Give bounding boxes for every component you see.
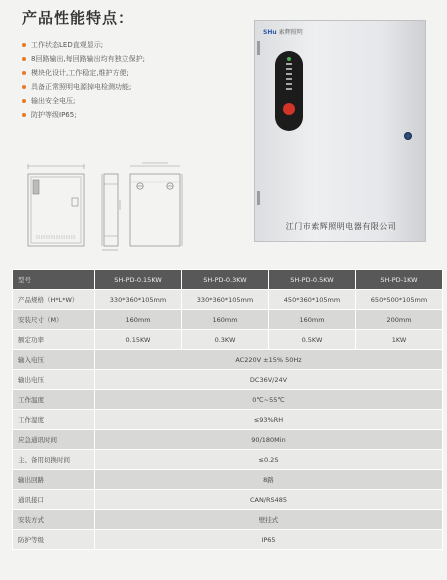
back-view-drawing (130, 163, 182, 246)
table-cell: IP65 (95, 530, 443, 550)
row-label: 安装方式 (13, 510, 95, 530)
hinge-icon (257, 41, 260, 55)
feature-text: 防护等级IP65; (31, 110, 77, 119)
bullet-icon (22, 43, 26, 47)
row-label: 输出电压 (13, 370, 95, 390)
indicator-panel (275, 51, 303, 131)
table-cell: 650*500*105mm (356, 290, 443, 310)
table-row (13, 410, 443, 430)
table-header-cell: 型号 (13, 270, 95, 290)
table-row (13, 490, 443, 510)
row-label: 主、备用切换时间 (13, 450, 95, 470)
front-view-drawing (28, 164, 84, 246)
table-cell: 330*360*105mm (95, 290, 182, 310)
table-row (13, 350, 443, 370)
table-header-cell: SH-PD-0.15KW (95, 270, 182, 290)
table-cell: 0℃~55℃ (95, 390, 443, 410)
table-cell: 0.5KW (269, 330, 356, 350)
table-cell: 1KW (356, 330, 443, 350)
bullet-icon (22, 57, 26, 61)
feature-text: 模块化设计,工作稳定,维护方便; (31, 68, 129, 77)
brand-logo (263, 27, 303, 36)
bullet-icon (22, 99, 26, 103)
technical-drawings (22, 160, 254, 252)
hinge-icon (257, 191, 260, 205)
table-row (13, 370, 443, 390)
feature-text: 8回路输出,每回路输出均有独立保护; (31, 54, 146, 63)
row-label: 通讯接口 (13, 490, 95, 510)
table-row (13, 470, 443, 490)
lock-icon (404, 132, 412, 140)
table-row (13, 450, 443, 470)
spec-table (12, 269, 442, 550)
bullet-icon (22, 85, 26, 89)
feature-text: 具备正常照明电源掉电检测功能; (31, 82, 132, 91)
product-image (254, 20, 426, 242)
brand-prefix: SHu (263, 29, 277, 36)
row-label: 安装尺寸（M） (13, 310, 95, 330)
row-label: 工作温度 (13, 390, 95, 410)
feature-item (22, 66, 252, 79)
table-cell: 200mm (356, 310, 443, 330)
table-row (13, 330, 443, 350)
row-label: 额定功率 (13, 330, 95, 350)
table-row (13, 390, 443, 410)
bullet-icon (22, 113, 26, 117)
table-cell: 8路 (95, 470, 443, 490)
feature-list (22, 38, 252, 122)
table-header-cell: SH-PD-0.3KW (182, 270, 269, 290)
test-button-icon (283, 103, 295, 115)
table-cell: 330*360*105mm (182, 290, 269, 310)
panel-label-icon (286, 63, 292, 93)
row-label: 输入电压 (13, 350, 95, 370)
table-cell: AC220V ±15% 50Hz (95, 350, 443, 370)
led-green-icon (287, 57, 291, 61)
row-label: 产品规格（H*L*W） (13, 290, 95, 310)
feature-item (22, 52, 252, 65)
table-header-cell: SH-PD-1KW (356, 270, 443, 290)
table-cell: 0.3KW (182, 330, 269, 350)
brand-name: 索辉照明 (278, 29, 303, 36)
table-cell: ≤0.2S (95, 450, 443, 470)
table-cell: 壁挂式 (95, 510, 443, 530)
table-cell: ≤93%RH (95, 410, 443, 430)
feature-item (22, 94, 252, 107)
table-cell: 160mm (269, 310, 356, 330)
table-row (13, 290, 443, 310)
row-label: 防护等级 (13, 530, 95, 550)
table-cell: 160mm (95, 310, 182, 330)
table-cell: CAN/RS485 (95, 490, 443, 510)
table-cell: 160mm (182, 310, 269, 330)
table-header-row (13, 270, 443, 290)
feature-text: 输出安全电压; (31, 96, 76, 105)
table-cell: 0.15KW (95, 330, 182, 350)
table-row (13, 510, 443, 530)
row-label: 工作湿度 (13, 410, 95, 430)
row-label: 输出回路 (13, 470, 95, 490)
table-cell: DC36V/24V (95, 370, 443, 390)
side-view-drawing (102, 174, 120, 250)
table-row (13, 430, 443, 450)
bullet-icon (22, 71, 26, 75)
feature-item (22, 108, 252, 121)
table-header-cell: SH-PD-0.5KW (269, 270, 356, 290)
table-row (13, 530, 443, 550)
table-cell: 90/180Min (95, 430, 443, 450)
table-cell: 450*360*105mm (269, 290, 356, 310)
table-row (13, 310, 443, 330)
feature-item (22, 38, 252, 51)
feature-item (22, 80, 252, 93)
company-name: 江门市索辉照明电器有限公司 (285, 222, 397, 231)
feature-text: 工作状态LED直观显示; (31, 40, 104, 49)
row-label: 应急通讯时间 (13, 430, 95, 450)
page-title: 产品性能特点： (22, 9, 135, 27)
